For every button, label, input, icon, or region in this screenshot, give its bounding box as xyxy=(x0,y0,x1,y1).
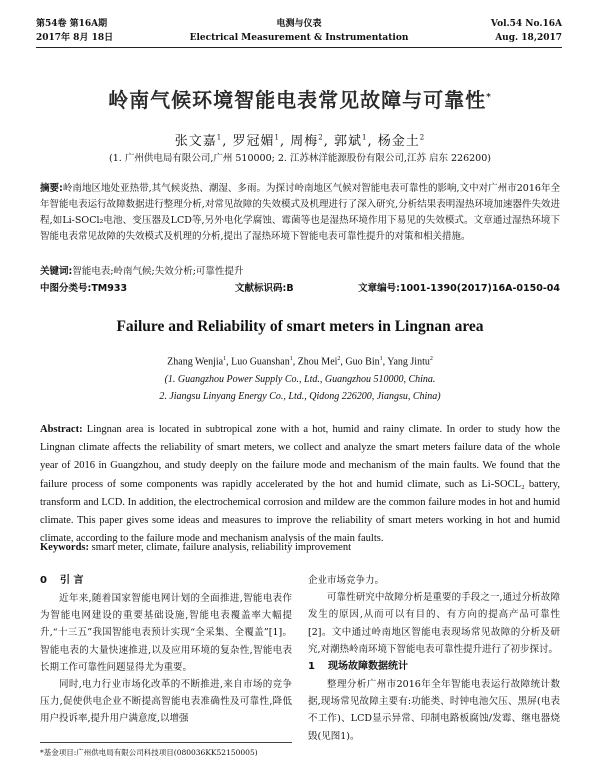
document-code: 文献标识码:B xyxy=(235,283,294,294)
authors-en: Zhang Wenjia$^1$, Luo Guanshan$^1$, Zhou Mei$^2$, Guo Bin$^1$, Yang Jintu$^2$ xyxy=(167,356,433,368)
affiliation-cn: (1. 广州供电局有限公司,广州 510000; 2. 江苏林洋能源股份有限公司,江苏 启东 226200) xyxy=(109,153,491,164)
clc-number: 中图分类号:TM933 xyxy=(40,283,128,294)
header-volume-cn: 第54卷 第16A期 xyxy=(36,19,108,29)
keywords-cn: 关键词:智能电表;岭南气候;失效分析;可靠性提升 xyxy=(40,266,244,277)
abstract-cn-text: 岭南地区地处亚热带,其气候炎热、潮湿、多雨。为探讨岭南地区气候对智能电表可靠性的影响,文中对广州市2016年全年智能电表运行故障数据进行整理分析,对常见故障的失效模式及机理进行了深入研究,分析结果表明湿热环境加速器件失效进程,如Li-SOCl₂电池、变压器及LCD等,另外电化学腐蚀、霉菌等也是湿热环境作用下易见的失效模式。文章通过湿热环境下智能电表常见故障的失效模式及机理的分析,提出了湿热环境下智能电表可靠性提升的对策和相关措施。 xyxy=(40,183,560,242)
title-en: Failure and Reliability of smart meters in Lingnan area xyxy=(116,318,484,335)
classification-row xyxy=(40,280,560,296)
header-journal-en: Electrical Measurement & Instrumentation xyxy=(189,33,409,43)
footnote-funding: *基金项目:广州供电局有限公司科技项目(080036KK52150005) xyxy=(40,742,292,758)
paragraph: 近年来,随着国家智能电网计划的全面推进,智能电表作为智能电网建设的重要基础设施,智能电表覆盖率大幅提升,“十三五”我国智能电表预计实现“全采集、全覆盖”[1]。智能电表的大量快速推进,以及应用环境的复杂性,智能电表长期工作可靠性问题显得尤为重要。 xyxy=(40,593,292,673)
author-cn: 罗冠媚 xyxy=(232,134,275,149)
author-cn: 周梅 xyxy=(290,134,319,149)
paragraph: 可靠性研究中故障分析是重要的手段之一,通过分析故障发生的原因,从而可以有目的、有方向的提高产品可靠性[2]。文中通过岭南地区智能电表现场常见故障的分析及研究,对潮热岭南环境下智能电表可靠性提升进行了初步探讨。 xyxy=(308,592,560,655)
abstract-cn-label: 摘要: xyxy=(40,183,63,194)
paragraph: 整理分析广州市2016年全年智能电表运行故障统计数据,现场常见故障主要有:功能类、时钟电池欠压、黑屏(电表不工作)、LCD显示异常、印制电路板腐蚀/发霉、继电器烧毁(见图1)。 xyxy=(308,679,560,742)
header-date-en: Aug. 18,2017 xyxy=(495,33,562,43)
paragraph: 同时,电力行业市场化改革的不断推进,来自市场的竞争压力,促使供电企业不断提高智能电表准确性及可靠性,降低用户投诉率,提升用户满意度,以增强 xyxy=(40,679,292,725)
author-cn: 郭斌 xyxy=(334,134,363,149)
body-column-right xyxy=(308,572,560,745)
author-cn: 张文嘉 xyxy=(174,134,217,149)
abstract-en xyxy=(40,421,560,548)
paragraph: 企业市场竞争力。 xyxy=(308,575,385,586)
header-volume-en: Vol.54 No.16A xyxy=(490,19,562,29)
running-header xyxy=(36,13,562,48)
title-cn: 岭南气候环境智能电表常见故障与可靠性* xyxy=(108,88,492,112)
abstract-en-text: Lingnan area is located in subtropical zone with a hot, humid and rainy climate. In order to study how the Lingnan climate affects the reliability of smart meters, we collect and analyze the smart meters failure data of the whole year of 2016 in Guangzhou, and study deeply on the failure mode and mechanism of the main faults. We found that the failure process of some components was rapidly accelerated by the hot and humid climate, such as Li-SOCL₂ battery, transform and LCD. In addition, the electrochemical corrosion and mildew are the common failure modes in hot and humid climate. This paper gives some ideas and measures to improve the reliability of smart meters working in hot and humid climate, according to the failure mode and mechanism analysis of the main faults. xyxy=(40,424,561,545)
authors-cn: 张文嘉$^1$, 罗冠媚$^1$, 周梅$^2$, 郭斌$^1$, 杨金土$^2$ xyxy=(174,133,426,149)
keywords-en: Keywords: smart meter, climate, failure analysis, reliability improvement xyxy=(40,542,351,553)
affiliation-en-2: 2. Jiangsu Linyang Energy Co., Ltd., Qidong 226200, Jiangsu, China) xyxy=(159,391,441,402)
abstract-en-label: Abstract: xyxy=(40,424,83,435)
section-heading-intro: 0 引 言 xyxy=(40,575,84,586)
header-date-cn: 2017年 8月 18日 xyxy=(36,33,114,43)
article-number: 文章编号:1001-1390(2017)16A-0150-04 xyxy=(358,283,560,294)
affiliation-en-1: (1. Guangzhou Power Supply Co., Ltd., Guangzhou 510000, China. xyxy=(164,374,436,385)
title-footnote-mark: * xyxy=(486,92,492,103)
author-cn: 杨金土 xyxy=(377,134,420,149)
abstract-cn xyxy=(40,181,560,245)
section-heading-1: 1 现场故障数据统计 xyxy=(308,661,408,673)
body-column-left xyxy=(40,572,292,728)
header-journal-cn: 电测与仪表 xyxy=(276,19,322,29)
